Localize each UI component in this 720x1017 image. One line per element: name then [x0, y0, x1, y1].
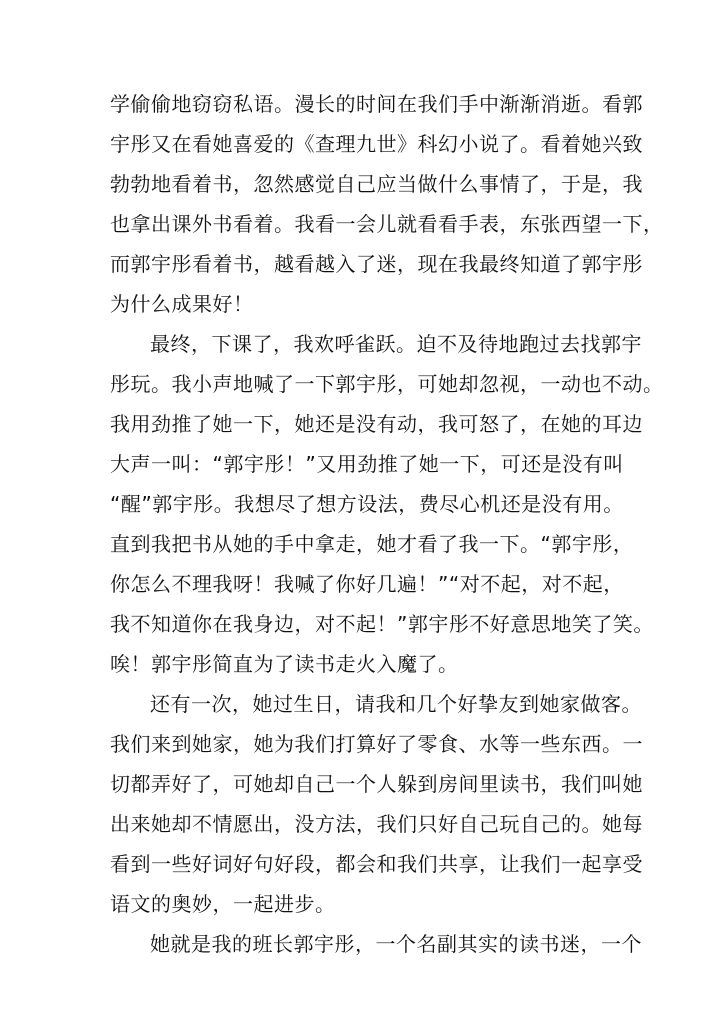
- paragraph-first-line: 她就是我的班长郭宇彤，一个名副其实的读书迷，一个: [150, 932, 642, 956]
- text-line: 我们来到她家，她为我们打算好了零食、水等一些东西。一: [110, 732, 643, 756]
- text-line: 出来她却不情愿出，没方法，我们只好自己玩自己的。她每: [110, 812, 643, 836]
- text-line: 为什么成果好！: [110, 292, 254, 316]
- text-line: 勃勃地看着书，忽然感觉自己应当做什么事情了，于是，我: [110, 172, 643, 196]
- text-line: 学偷偷地窃窃私语。漫长的时间在我们手中渐渐消逝。看郭: [110, 92, 643, 116]
- text-line: 也拿出课外书看着。我看一会儿就看看手表，东张西望一下，: [110, 212, 664, 236]
- text-line: 唉！郭宇彤简直为了读书走火入魔了。: [110, 652, 459, 676]
- text-line: 你怎么不理我呀！我喊了你好几遍！”“对不起，对不起，: [110, 572, 624, 596]
- text-line: 我不知道你在我身边，对不起！”郭宇彤不好意思地笑了笑。: [110, 612, 654, 636]
- text-line: 大声一叫：“郭宇彤！”又用劲推了她一下，可还是没有叫: [110, 452, 624, 476]
- text-line: “醒”郭宇彤。我想尽了想方设法，费尽心机还是没有用。: [110, 492, 624, 516]
- text-line: 宇彤又在看她喜爱的《查理九世》科幻小说了。看着她兴致: [110, 132, 643, 156]
- text-line: 看到一些好词好句好段，都会和我们共享，让我们一起享受: [110, 852, 643, 876]
- text-line: 彤玩。我小声地喊了一下郭宇彤，可她却忽视，一动也不动。: [110, 372, 664, 396]
- text-line: 直到我把书从她的手中拿走，她才看了我一下。“郭宇彤，: [110, 532, 634, 556]
- paragraph-first-line: 还有一次，她过生日，请我和几个好挚友到她家做客。: [150, 692, 642, 716]
- text-line: 语文的奥妙，一起进步。: [110, 892, 336, 916]
- text-line: 我用劲推了她一下，她还是没有动，我可怒了，在她的耳边: [110, 412, 643, 436]
- text-line: 而郭宇彤看着书，越看越入了迷，现在我最终知道了郭宇彤: [110, 252, 643, 276]
- paragraph-first-line: 最终，下课了，我欢呼雀跃。迫不及待地跑过去找郭宇: [150, 332, 642, 356]
- text-line: 切都弄好了，可她却自己一个人躲到房间里读书，我们叫她: [110, 772, 643, 796]
